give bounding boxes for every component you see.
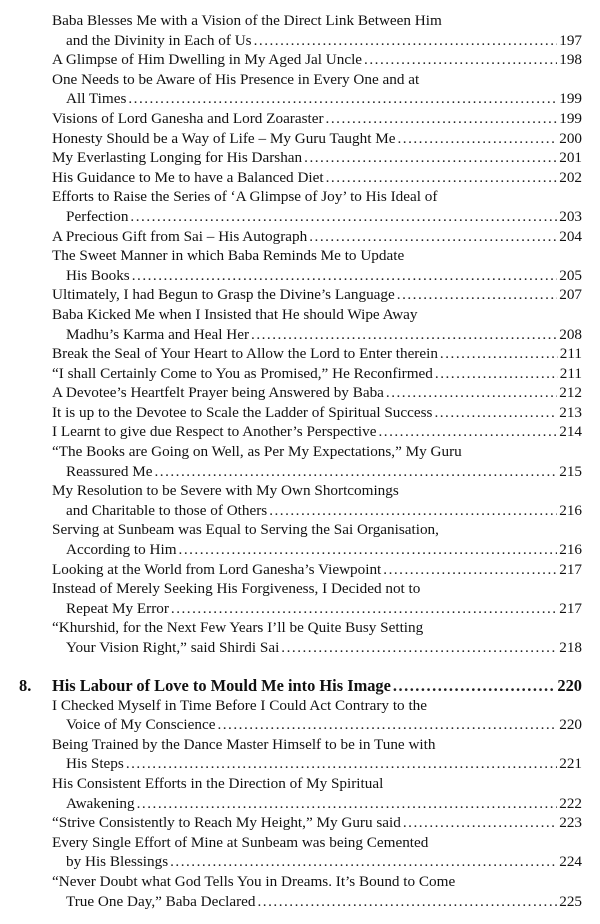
toc-entry: [52, 364, 582, 384]
toc-entry: [52, 481, 582, 520]
toc-page-number: 217: [559, 599, 582, 617]
leader-dots: [326, 109, 558, 129]
toc-entry: [52, 735, 582, 774]
toc-page-number: 213: [559, 403, 582, 421]
toc-entry-line: [52, 833, 582, 853]
toc-entry-continuation: [52, 599, 582, 619]
toc-entry-title: Instead of Merely Seeking His Forgiveness, I Decided not to: [52, 580, 421, 598]
toc-entry-line: [52, 403, 582, 423]
toc-entry: [52, 813, 582, 833]
toc-entry-title: Perfection: [66, 207, 129, 225]
toc-entry-line: [52, 735, 582, 755]
toc-entry: [52, 774, 582, 813]
leader-dots: [251, 325, 557, 345]
toc-entry-title: His Steps: [66, 755, 124, 773]
toc-entry: [52, 11, 582, 50]
toc-entry-title: Ultimately, I had Begun to Grasp the Divine’s Language: [52, 286, 395, 304]
toc-entry-line: [52, 774, 582, 794]
chapter-number: 8.: [19, 675, 32, 695]
leader-dots: [397, 285, 557, 305]
toc-entry-line: [52, 579, 582, 599]
toc-entry-title: My Resolution to be Severe with My Own Shortcomings: [52, 482, 399, 500]
toc-entry: [52, 246, 582, 285]
toc-entry-line: [52, 422, 582, 442]
toc-entry-title: Reassured Me: [66, 462, 153, 480]
leader-dots: [130, 207, 557, 227]
toc-entry-continuation: [52, 638, 582, 658]
toc-entry-line: [52, 109, 582, 129]
toc-entry-title: One Needs to be Aware of His Presence in Every One and at: [52, 70, 420, 88]
toc-entry-continuation: [52, 754, 582, 774]
toc-entry-line: [52, 481, 582, 501]
toc-entry-continuation: [52, 501, 582, 521]
toc-entry-line: [52, 227, 582, 247]
toc-entry-line: [52, 187, 582, 207]
toc-entry-title: The Sweet Manner in which Baba Reminds Me to Update: [52, 247, 405, 265]
toc-page-number: 215: [559, 462, 582, 480]
toc-entry-line: [52, 305, 582, 325]
toc-entry-title: I Learnt to give due Respect to Another’s Perspective: [52, 423, 377, 441]
toc-page-number: 223: [559, 814, 582, 832]
toc-entry: [52, 227, 582, 247]
toc-entry-title: Visions of Lord Ganesha and Lord Zoaraster: [52, 109, 324, 127]
toc-entry-continuation: [52, 892, 582, 912]
toc-entry-title: Every Single Effort of Mine at Sunbeam was being Cemented: [52, 833, 429, 851]
toc-entry-continuation: [52, 207, 582, 227]
toc-page-number: 198: [559, 51, 582, 69]
toc-entry-line: [52, 696, 582, 716]
toc-entry-title: A Precious Gift from Sai – His Autograph: [52, 227, 308, 245]
toc-entry-line: [52, 872, 582, 892]
toc-entry: [52, 422, 582, 442]
toc-entry-continuation: [52, 540, 582, 560]
toc-entry-line: [52, 50, 582, 70]
leader-dots: [440, 344, 558, 364]
toc-page-number: 216: [559, 541, 582, 559]
leader-dots: [364, 50, 557, 70]
toc-entry-line: [52, 246, 582, 266]
leader-dots: [254, 31, 558, 51]
toc-page-number: 207: [559, 286, 582, 304]
toc-entry-line: [52, 129, 582, 149]
toc-page-number: 202: [559, 168, 582, 186]
toc-entry-title: and Charitable to those of Others: [66, 501, 268, 519]
leader-dots: [126, 754, 557, 774]
toc-entry: [52, 442, 582, 481]
toc-page-number: 199: [559, 109, 582, 127]
toc-entry-line: [52, 520, 582, 540]
table-of-contents: [19, 11, 582, 911]
toc-entry-title: His Guidance to Me to have a Balanced Diet: [52, 168, 324, 186]
leader-dots: [326, 168, 558, 188]
toc-entry-continuation: [52, 31, 582, 51]
toc-entry-title: His Consistent Efforts in the Direction of My Spiritual: [52, 774, 384, 792]
toc-entry: [52, 872, 582, 911]
toc-entry-continuation: [52, 794, 582, 814]
toc-entry-title: Looking at the World from Lord Ganesha’s Viewpoint: [52, 560, 382, 578]
toc-entry-line: [52, 168, 582, 188]
leader-dots: [397, 129, 557, 149]
toc-entry-title: Awakening: [66, 794, 135, 812]
toc-page-number: 197: [559, 31, 582, 49]
chapter-heading: [19, 675, 582, 696]
toc-entry-line: [52, 813, 582, 833]
leader-dots: [128, 89, 557, 109]
toc-entry-title: True One Day,” Baba Declared: [66, 892, 256, 910]
chapter-line: [52, 676, 582, 696]
toc-entry: [52, 50, 582, 70]
toc-entry-title: “The Books are Going on Well, as Per My Expectations,” My Guru: [52, 443, 462, 461]
leader-dots: [258, 892, 558, 912]
toc-page-number: 214: [559, 423, 582, 441]
leader-dots: [378, 422, 557, 442]
toc-entry-title: Being Trained by the Dance Master Himself to be in Tune with: [52, 735, 436, 753]
toc-entry-line: [52, 11, 582, 31]
leader-dots: [269, 501, 557, 521]
toc-page-number: 217: [559, 560, 582, 578]
toc-section-bottom: [52, 696, 582, 912]
toc-entry-title: “I shall Certainly Come to You as Promised,” He Reconfirmed: [52, 364, 433, 382]
toc-entry-line: [52, 285, 582, 305]
toc-entry-title: A Devotee’s Heartfelt Prayer being Answered by Baba: [52, 384, 384, 402]
leader-dots: [403, 813, 557, 833]
toc-entry: [52, 833, 582, 872]
toc-page-number: 212: [559, 384, 582, 402]
leader-dots: [171, 599, 557, 619]
toc-entry-title: by His Blessings: [66, 853, 169, 871]
toc-entry-title: Baba Blesses Me with a Vision of the Direct Link Between Him: [52, 12, 442, 29]
leader-dots: [281, 638, 557, 658]
toc-page-number: 225: [559, 892, 582, 910]
toc-page-number: 203: [559, 207, 582, 225]
toc-page-number: 205: [559, 266, 582, 284]
toc-entry-line: [52, 344, 582, 364]
toc-entry-title: My Everlasting Longing for His Darshan: [52, 149, 303, 167]
toc-entry-line: [52, 364, 582, 384]
toc-page-number: 201: [559, 149, 582, 167]
toc-entry-title: Madhu’s Karma and Heal Her: [66, 325, 250, 343]
toc-entry: [52, 383, 582, 403]
chapter-title: His Labour of Love to Mould Me into His Image: [52, 675, 391, 695]
toc-entry: [52, 403, 582, 423]
leader-dots: [393, 676, 556, 696]
toc-entry: [52, 579, 582, 618]
toc-page-number: 218: [559, 639, 582, 656]
toc-entry-continuation: [52, 462, 582, 482]
leader-dots: [435, 364, 558, 384]
toc-page-number: 211: [559, 345, 582, 363]
toc-entry-title: Break the Seal of Your Heart to Allow the Lord to Enter therein: [52, 345, 438, 363]
toc-entry-title: Honesty Should be a Way of Life – My Guru Taught Me: [52, 129, 396, 147]
leader-dots: [179, 540, 558, 560]
toc-entry: [52, 168, 582, 188]
leader-dots: [434, 403, 557, 423]
toc-entry-title: His Books: [66, 266, 130, 284]
leader-dots: [386, 383, 557, 403]
toc-entry-line: [52, 618, 582, 638]
toc-entry-title: Voice of My Conscience: [66, 716, 216, 734]
toc-entry: [52, 344, 582, 364]
toc-page-number: 204: [559, 227, 582, 245]
leader-dots: [137, 794, 558, 814]
leader-dots: [170, 852, 557, 872]
toc-entry-line: [52, 70, 582, 90]
toc-entry-continuation: [52, 715, 582, 735]
leader-dots: [217, 715, 557, 735]
toc-entry-continuation: [52, 852, 582, 872]
toc-entry-title: Baba Kicked Me when I Insisted that He should Wipe Away: [52, 305, 418, 323]
toc-entry-title: All Times: [66, 90, 127, 108]
toc-entry-title: According to Him: [66, 541, 177, 559]
toc-entry-continuation: [52, 266, 582, 286]
toc-page-number: 200: [559, 129, 582, 147]
leader-dots: [383, 560, 557, 580]
toc-entry-title: “Khurshid, for the Next Few Years I’ll be Quite Busy Setting: [52, 619, 424, 637]
toc-entry: [52, 148, 582, 168]
toc-entry-continuation: [52, 325, 582, 345]
toc-page-number: 224: [559, 853, 582, 871]
toc-page-number: 220: [559, 716, 582, 734]
toc-entry: [52, 285, 582, 305]
toc-entry: [52, 520, 582, 559]
leader-dots: [309, 227, 557, 247]
toc-page-number: 216: [559, 501, 582, 519]
toc-entry-title: It is up to the Devotee to Scale the Ladder of Spiritual Success: [52, 403, 433, 421]
toc-entry: [52, 109, 582, 129]
leader-dots: [132, 266, 558, 286]
toc-entry-continuation: [52, 89, 582, 109]
toc-entry-title: Serving at Sunbeam was Equal to Serving the Sai Organisation,: [52, 521, 439, 539]
toc-entry-line: [52, 148, 582, 168]
leader-dots: [154, 462, 557, 482]
toc-page-number: 222: [559, 794, 582, 812]
toc-entry-title: A Glimpse of Him Dwelling in My Aged Jal Uncle: [52, 51, 363, 69]
toc-page-number: 199: [559, 90, 582, 108]
toc-entry-title: Repeat My Error: [66, 599, 169, 617]
toc-page-number: 221: [559, 755, 582, 773]
toc-entry-title: I Checked Myself in Time Before I Could Act Contrary to the: [52, 696, 427, 714]
toc-page-number: 208: [559, 325, 582, 343]
toc-entry-line: [52, 560, 582, 580]
toc-section-top: [52, 11, 582, 658]
toc-entry-line: [52, 383, 582, 403]
toc-page-number: 211: [559, 364, 582, 382]
toc-entry: [52, 129, 582, 149]
toc-entry-title: “Never Doubt what God Tells You in Dreams. It’s Bound to Come: [52, 872, 456, 890]
toc-entry-title: and the Divinity in Each of Us: [66, 31, 252, 49]
chapter-page-number: 220: [557, 675, 582, 695]
toc-entry: [52, 618, 582, 657]
toc-entry: [52, 305, 582, 344]
leader-dots: [304, 148, 557, 168]
toc-entry-title: Efforts to Raise the Series of ‘A Glimpse of Joy’ to His Ideal of: [52, 188, 438, 206]
toc-entry: [52, 70, 582, 109]
toc-entry-line: [52, 442, 582, 462]
toc-entry: [52, 560, 582, 580]
toc-entry: [52, 187, 582, 226]
toc-entry: [52, 696, 582, 735]
toc-entry-title: “Strive Consistently to Reach My Height,” My Guru said: [52, 814, 401, 832]
toc-entry-title: Your Vision Right,” said Shirdi Sai: [66, 639, 280, 656]
